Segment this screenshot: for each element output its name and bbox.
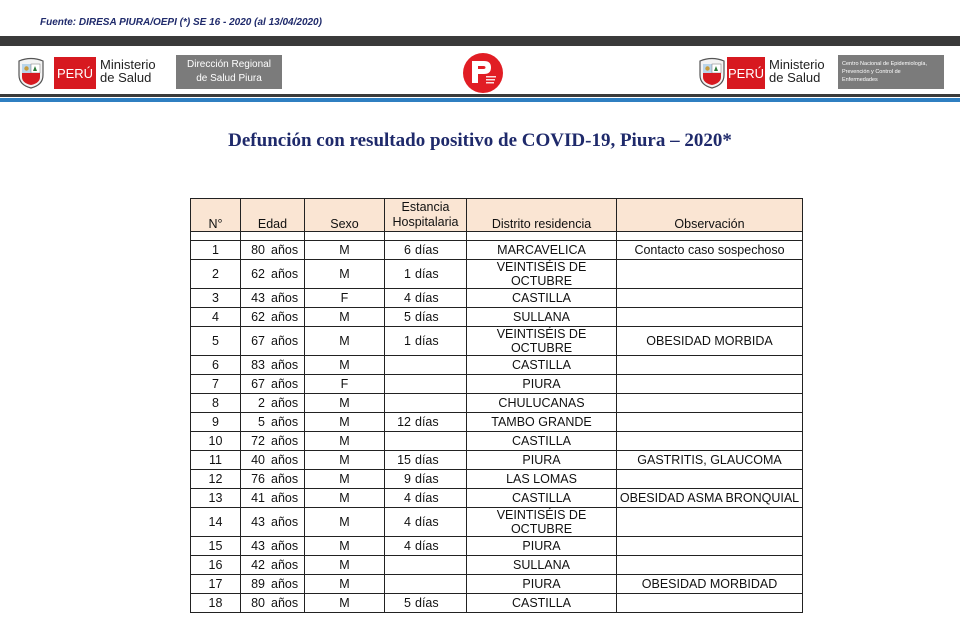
cell-edad xyxy=(241,489,305,508)
ministerio-line1: Ministerio xyxy=(100,57,156,72)
cell-observacion xyxy=(617,508,803,537)
cell-observacion xyxy=(617,260,803,289)
cell-edad-unit: años xyxy=(271,243,299,257)
cell-sexo: M xyxy=(305,260,385,289)
cell-edad xyxy=(241,241,305,260)
cell-edad xyxy=(241,327,305,356)
cell-edad xyxy=(241,308,305,327)
cell-sexo: M xyxy=(305,556,385,575)
cell-estancia xyxy=(385,241,467,260)
source-note: Fuente: DIRESA PIURA/OEPI (*) SE 16 - 2020 (al 13/04/2020) xyxy=(40,17,322,28)
cell-estancia xyxy=(385,537,467,556)
cell-estancia xyxy=(385,575,467,594)
table-row xyxy=(191,575,803,594)
cell-distrito: VEINTISÉIS DE OCTUBRE xyxy=(467,508,617,537)
cell-estancia xyxy=(385,289,467,308)
cell-observacion xyxy=(617,556,803,575)
table-row xyxy=(191,508,803,537)
cell-n: 9 xyxy=(191,413,241,432)
table-row xyxy=(191,451,803,470)
cell-observacion: Contacto caso sospechoso xyxy=(617,241,803,260)
cell-edad-unit: años xyxy=(271,334,299,348)
cell-edad-unit: años xyxy=(271,267,299,281)
cell-edad-value: 80 xyxy=(251,596,265,610)
cell-estancia-unit: días xyxy=(415,596,439,610)
cell-estancia-value: 4 xyxy=(404,539,411,553)
cell-edad-unit: años xyxy=(271,396,299,410)
peru-badge-right: PERÚ xyxy=(727,57,765,89)
cell-distrito: PIURA xyxy=(467,537,617,556)
ministerio-label-right xyxy=(769,58,825,84)
cell-estancia-value: 4 xyxy=(404,491,411,505)
cell-estancia-unit: días xyxy=(415,491,439,505)
cell-n: 5 xyxy=(191,327,241,356)
cell-distrito: PIURA xyxy=(467,575,617,594)
cell-n: 18 xyxy=(191,594,241,613)
cell-n: 4 xyxy=(191,308,241,327)
header-estancia-line1: Estancia xyxy=(401,200,450,214)
table-row xyxy=(191,241,803,260)
cell-observacion xyxy=(617,594,803,613)
cell-distrito: CASTILLA xyxy=(467,432,617,451)
cell-distrito: VEINTISÉIS DE OCTUBRE xyxy=(467,260,617,289)
cell-edad-unit: años xyxy=(271,453,299,467)
cell-estancia-value: 12 xyxy=(397,415,411,429)
cell-distrito: CHULUCANAS xyxy=(467,394,617,413)
header-estancia-line2: Hospitalaria xyxy=(392,215,459,229)
cell-edad-value: 62 xyxy=(251,267,265,281)
cell-estancia-unit: días xyxy=(415,472,439,486)
cell-observacion xyxy=(617,432,803,451)
table-row xyxy=(191,594,803,613)
cell-n: 16 xyxy=(191,556,241,575)
cell-n: 13 xyxy=(191,489,241,508)
cell-edad-unit: años xyxy=(271,577,299,591)
header-observacion: Observación xyxy=(617,199,803,232)
cell-distrito: CASTILLA xyxy=(467,489,617,508)
cell-distrito: CASTILLA xyxy=(467,594,617,613)
cell-estancia-value: 4 xyxy=(404,515,411,529)
cell-sexo: M xyxy=(305,489,385,508)
cell-estancia-unit: días xyxy=(415,267,439,281)
table-header-row xyxy=(191,199,803,232)
cell-edad-value: 67 xyxy=(251,377,265,391)
cell-edad xyxy=(241,375,305,394)
cell-edad-value: 43 xyxy=(251,515,265,529)
cell-estancia xyxy=(385,327,467,356)
cell-distrito: VEINTISÉIS DE OCTUBRE xyxy=(467,327,617,356)
cell-estancia xyxy=(385,432,467,451)
cell-sexo: F xyxy=(305,375,385,394)
direccion-regional-box xyxy=(176,55,282,89)
cell-edad-value: 80 xyxy=(251,243,265,257)
cell-observacion xyxy=(617,375,803,394)
cell-sexo: M xyxy=(305,413,385,432)
centro-nacional-box xyxy=(838,55,944,89)
cell-n: 7 xyxy=(191,375,241,394)
cell-observacion xyxy=(617,356,803,375)
table-row xyxy=(191,394,803,413)
centro-line1: Centro Nacional de Epidemiología, xyxy=(842,61,927,67)
cell-estancia-value: 15 xyxy=(397,453,411,467)
cell-n: 3 xyxy=(191,289,241,308)
cell-n: 15 xyxy=(191,537,241,556)
cell-estancia-unit: días xyxy=(415,515,439,529)
cell-edad xyxy=(241,508,305,537)
cell-observacion: OBESIDAD MORBIDA xyxy=(617,327,803,356)
cell-edad-value: 43 xyxy=(251,291,265,305)
coat-of-arms-icon xyxy=(16,57,46,89)
cell-sexo: M xyxy=(305,394,385,413)
cell-sexo: M xyxy=(305,432,385,451)
cell-estancia xyxy=(385,594,467,613)
table-row xyxy=(191,289,803,308)
table-row xyxy=(191,260,803,289)
cell-edad xyxy=(241,356,305,375)
cell-distrito: SULLANA xyxy=(467,556,617,575)
cell-edad xyxy=(241,594,305,613)
cell-sexo: M xyxy=(305,508,385,537)
direccion-line2: de Salud Piura xyxy=(196,73,262,84)
header-blue-bar xyxy=(0,98,960,102)
cell-estancia-value: 1 xyxy=(404,334,411,348)
cell-n: 10 xyxy=(191,432,241,451)
cell-edad xyxy=(241,537,305,556)
cell-observacion xyxy=(617,413,803,432)
table-row xyxy=(191,470,803,489)
cell-distrito: PIURA xyxy=(467,451,617,470)
cell-sexo: M xyxy=(305,575,385,594)
cell-edad-value: 83 xyxy=(251,358,265,372)
cell-edad-value: 42 xyxy=(251,558,265,572)
cell-edad-value: 67 xyxy=(251,334,265,348)
ministerio-label xyxy=(100,58,156,84)
table-row xyxy=(191,556,803,575)
cell-edad-unit: años xyxy=(271,539,299,553)
cell-edad-unit: años xyxy=(271,558,299,572)
cell-edad xyxy=(241,451,305,470)
cell-estancia xyxy=(385,308,467,327)
table-spacer-row xyxy=(191,232,803,241)
cell-observacion xyxy=(617,394,803,413)
table-row xyxy=(191,308,803,327)
cell-estancia xyxy=(385,470,467,489)
cell-observacion: OBESIDAD MORBIDAD xyxy=(617,575,803,594)
table-row xyxy=(191,327,803,356)
cell-estancia xyxy=(385,556,467,575)
cell-edad xyxy=(241,432,305,451)
cell-edad xyxy=(241,575,305,594)
cell-edad xyxy=(241,260,305,289)
table-row xyxy=(191,413,803,432)
cell-n: 1 xyxy=(191,241,241,260)
cell-sexo: F xyxy=(305,289,385,308)
cell-sexo: M xyxy=(305,470,385,489)
cell-n: 17 xyxy=(191,575,241,594)
cell-estancia xyxy=(385,260,467,289)
cell-distrito: MARCAVELICA xyxy=(467,241,617,260)
header-estancia xyxy=(385,199,467,232)
table-row xyxy=(191,356,803,375)
ministerio-line2: de Salud xyxy=(100,70,152,85)
cell-sexo: M xyxy=(305,537,385,556)
centro-line3: Enfermedades xyxy=(842,77,878,83)
centro-line2: Prevención y Control de xyxy=(842,69,901,75)
cell-observacion xyxy=(617,308,803,327)
cell-n: 8 xyxy=(191,394,241,413)
table-row xyxy=(191,432,803,451)
cell-sexo: M xyxy=(305,356,385,375)
peru-badge: PERÚ xyxy=(54,57,96,89)
cell-distrito: CASTILLA xyxy=(467,289,617,308)
cell-estancia-value: 1 xyxy=(404,267,411,281)
cell-estancia-unit: días xyxy=(415,415,439,429)
center-logo-icon xyxy=(460,52,506,94)
cell-sexo: M xyxy=(305,451,385,470)
page-title: Defunción con resultado positivo de COVID-19, Piura – 2020* xyxy=(228,130,732,151)
cell-edad-value: 89 xyxy=(251,577,265,591)
cell-sexo: M xyxy=(305,594,385,613)
ministerio-right-line1: Ministerio xyxy=(769,57,825,72)
cell-estancia-value: 5 xyxy=(404,596,411,610)
header-bottom-bar xyxy=(0,94,960,97)
cell-estancia-unit: días xyxy=(415,453,439,467)
header-top-bar xyxy=(0,36,960,46)
cell-edad-unit: años xyxy=(271,515,299,529)
cell-edad xyxy=(241,394,305,413)
table-row xyxy=(191,375,803,394)
cell-observacion xyxy=(617,289,803,308)
coat-of-arms-icon-right xyxy=(697,57,727,89)
cell-edad-unit: años xyxy=(271,291,299,305)
cell-edad-value: 72 xyxy=(251,434,265,448)
cell-edad-unit: años xyxy=(271,377,299,391)
cell-estancia-unit: días xyxy=(415,243,439,257)
deaths-table xyxy=(190,198,803,613)
cell-edad-unit: años xyxy=(271,596,299,610)
cell-n: 12 xyxy=(191,470,241,489)
cell-estancia xyxy=(385,356,467,375)
header-n: N° xyxy=(191,199,241,232)
cell-observacion xyxy=(617,537,803,556)
cell-edad-value: 62 xyxy=(251,310,265,324)
cell-distrito: PIURA xyxy=(467,375,617,394)
cell-observacion: GASTRITIS, GLAUCOMA xyxy=(617,451,803,470)
cell-edad-value: 2 xyxy=(258,396,265,410)
cell-n: 11 xyxy=(191,451,241,470)
cell-edad-unit: años xyxy=(271,434,299,448)
cell-distrito: CASTILLA xyxy=(467,356,617,375)
cell-n: 14 xyxy=(191,508,241,537)
cell-estancia-unit: días xyxy=(415,334,439,348)
cell-estancia xyxy=(385,508,467,537)
cell-edad-unit: años xyxy=(271,358,299,372)
header-edad: Edad xyxy=(241,199,305,232)
cell-sexo: M xyxy=(305,241,385,260)
cell-edad-value: 76 xyxy=(251,472,265,486)
cell-estancia-value: 6 xyxy=(404,243,411,257)
cell-estancia-unit: días xyxy=(415,310,439,324)
cell-sexo: M xyxy=(305,327,385,356)
cell-distrito: TAMBO GRANDE xyxy=(467,413,617,432)
cell-edad-value: 41 xyxy=(251,491,265,505)
cell-estancia xyxy=(385,451,467,470)
cell-estancia-unit: días xyxy=(415,539,439,553)
table-row xyxy=(191,489,803,508)
cell-edad-value: 43 xyxy=(251,539,265,553)
cell-edad-value: 5 xyxy=(258,415,265,429)
cell-n: 2 xyxy=(191,260,241,289)
cell-estancia xyxy=(385,489,467,508)
cell-observacion xyxy=(617,470,803,489)
cell-estancia xyxy=(385,394,467,413)
ministerio-right-line2: de Salud xyxy=(769,70,821,85)
table-row xyxy=(191,537,803,556)
cell-observacion: OBESIDAD ASMA BRONQUIAL xyxy=(617,489,803,508)
cell-estancia xyxy=(385,413,467,432)
cell-estancia-value: 4 xyxy=(404,291,411,305)
header-distrito: Distrito residencia xyxy=(467,199,617,232)
cell-estancia-value: 5 xyxy=(404,310,411,324)
cell-edad-unit: años xyxy=(271,491,299,505)
cell-estancia-unit: días xyxy=(415,291,439,305)
cell-edad-unit: años xyxy=(271,472,299,486)
cell-sexo: M xyxy=(305,308,385,327)
cell-edad xyxy=(241,470,305,489)
cell-estancia xyxy=(385,375,467,394)
cell-n: 6 xyxy=(191,356,241,375)
cell-edad-unit: años xyxy=(271,415,299,429)
cell-estancia-value: 9 xyxy=(404,472,411,486)
direccion-line1: Dirección Regional xyxy=(187,59,271,70)
header-sexo: Sexo xyxy=(305,199,385,232)
cell-edad xyxy=(241,289,305,308)
cell-edad xyxy=(241,413,305,432)
cell-edad-value: 40 xyxy=(251,453,265,467)
cell-edad xyxy=(241,556,305,575)
cell-distrito: SULLANA xyxy=(467,308,617,327)
cell-edad-unit: años xyxy=(271,310,299,324)
cell-distrito: LAS LOMAS xyxy=(467,470,617,489)
